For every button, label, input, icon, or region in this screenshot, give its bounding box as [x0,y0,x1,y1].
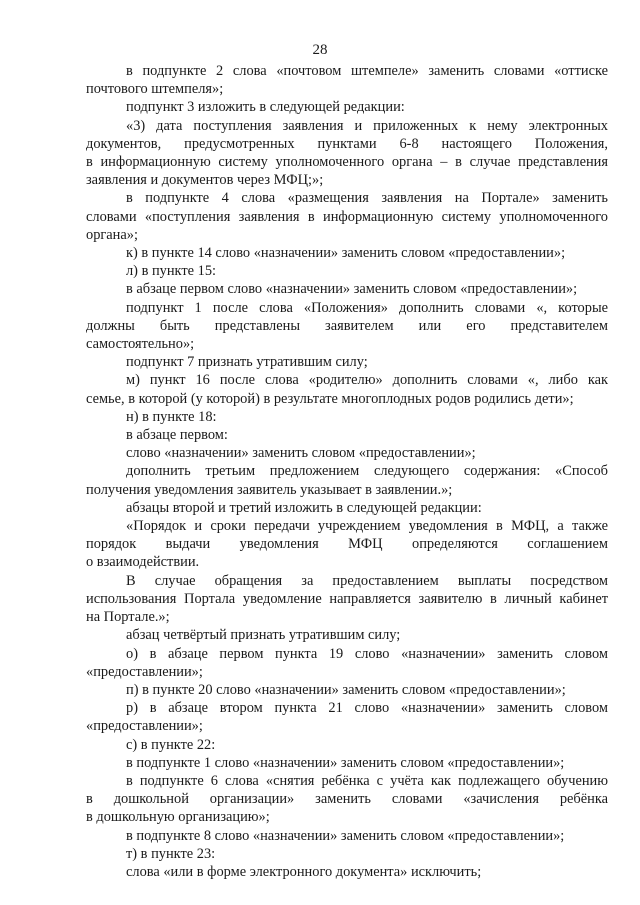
paragraph-line: к) в пункте 14 слово «назначении» заменить словом «предоставлении»; [126,245,566,262]
paragraph-line: р) в абзаце втором пункта 21 слово «назначении» заменить словом [126,700,608,717]
page-number: 28 [312,42,328,58]
paragraph-line: о) в абзаце первом пункта 19 слово «назначении» заменить словом [126,645,608,662]
paragraph-line: слова «или в форме электронного документа» исключить; [126,863,482,880]
paragraph-line: в абзаце первом слово «назначении» заменить словом «предоставлении»; [126,281,578,298]
paragraph-line: подпункт 7 признать утратившим силу; [126,354,368,371]
paragraph-line: н) в пункте 18: [126,408,217,425]
paragraph-line: в дошкольной организации» заменить словами «зачисления ребёнка [86,791,608,808]
paragraph-line: в подпункте 1 слово «назначении» заменить словом «предоставлении»; [126,754,565,771]
paragraph-line: порядок выдачи уведомления МФЦ определяются соглашением [86,536,608,553]
paragraph-line: слово «назначении» заменить словом «предоставлении»; [126,445,476,462]
paragraph-line: должны быть представлены заявителем или его представителем [86,317,608,334]
paragraph-line: м) пункт 16 после слова «родителю» дополнить словами «, либо как [126,372,608,389]
paragraph-line: В случае обращения за предоставлением выплаты посредством [126,572,608,589]
paragraph-line: л) в пункте 15: [126,263,217,280]
paragraph-line: самостоятельно»; [86,336,195,353]
paragraph-line: абзац четвёртый признать утратившим силу; [126,627,401,644]
document-body [86,62,608,881]
paragraph-line: «3) дата поступления заявления и приложенных к нему электронных [126,117,608,134]
paragraph-line: использования Портала уведомление направляется заявителю в личный кабинет [86,590,608,607]
paragraph-line: т) в пункте 23: [126,845,216,862]
paragraph-line: «предоставлении»; [86,718,203,735]
paragraph-line: на Портале.»; [86,609,170,626]
paragraph-line: в подпункте 2 слова «почтовом штемпеле» заменить словами «оттиске [126,63,608,79]
paragraph-line: документов, предусмотренных пунктами 6-8 настоящего Положения, [86,135,608,152]
paragraph-line: заявления и документов через МФЦ;»; [86,172,324,189]
paragraph-line: словами «поступления заявления в информационную систему уполномоченного [86,208,608,225]
paragraph-line: почтового штемпеля»; [86,81,224,98]
paragraph-line: в подпункте 4 слова «размещения заявления на Портале» заменить [126,190,608,207]
paragraph-line: «Порядок и сроки передачи учреждением уведомления в МФЦ, а также [126,518,608,535]
paragraph-line: п) в пункте 20 слово «назначении» заменить словом «предоставлении»; [126,681,566,698]
paragraph-line: семье, в которой (у которой) в результате многоплодных родов родились дети»; [86,390,574,407]
paragraph-line: в информационную систему уполномоченного органа – в случае представления [86,154,608,171]
paragraph-line: о взаимодействии. [86,554,200,571]
paragraph-line: получения уведомления заявитель указывает в заявлении.»; [86,481,453,498]
paragraph-line: дополнить третьим предложением следующего содержания: «Способ [126,463,608,480]
paragraph-line: органа»; [86,226,138,243]
paragraph-line: подпункт 1 после слова «Положения» дополнить словами «, которые [126,299,608,316]
paragraph-line: в подпункте 8 слово «назначении» заменить словом «предоставлении»; [126,827,565,844]
paragraph-line: с) в пункте 22: [126,736,216,753]
paragraph-line: в абзаце первом: [126,427,228,444]
paragraph-line: «предоставлении»; [86,663,203,680]
paragraph-line: подпункт 3 изложить в следующей редакции: [126,99,405,116]
paragraph-line: в дошкольную организацию»; [86,809,270,826]
paragraph-line: абзацы второй и третий изложить в следующей редакции: [126,499,482,516]
paragraph-line: в подпункте 6 слова «снятия ребёнка с учёта как подлежащего обучению [126,772,608,789]
